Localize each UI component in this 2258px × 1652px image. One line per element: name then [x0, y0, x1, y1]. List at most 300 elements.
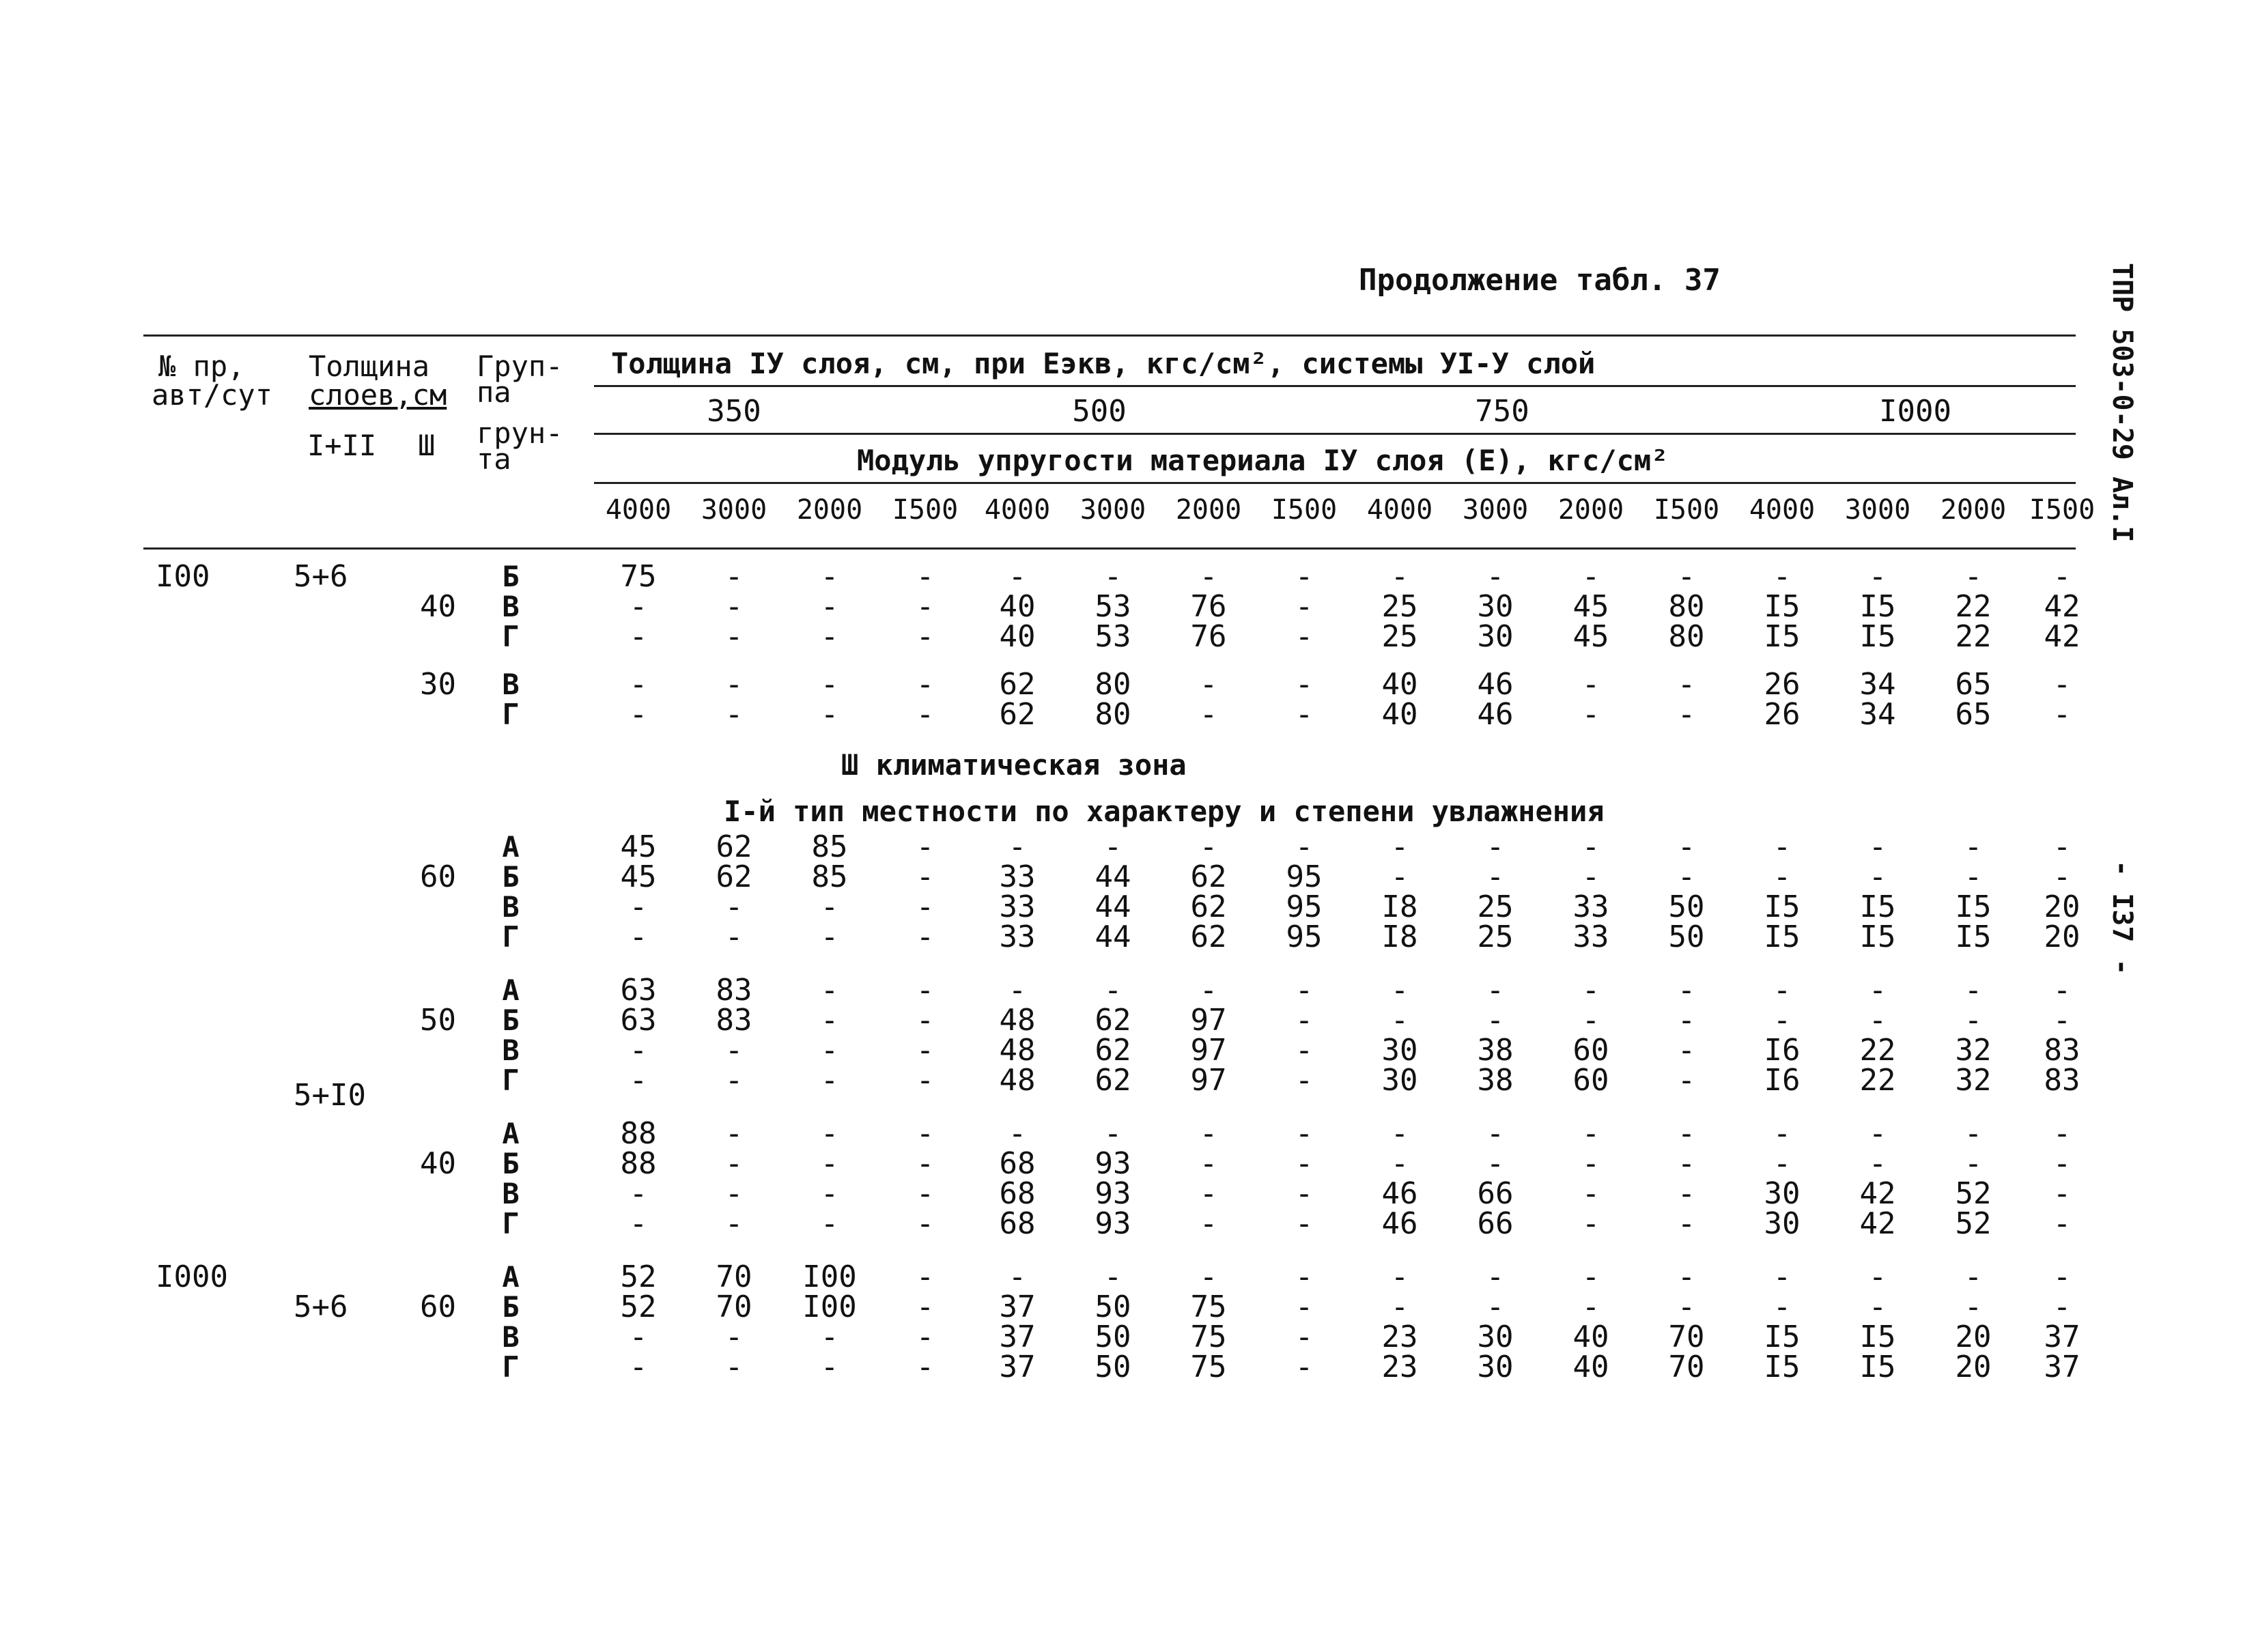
table-cell: 44	[1095, 889, 1131, 924]
header-traffic-line1: № пр,	[158, 350, 245, 383]
table-cell: -	[1199, 559, 1218, 594]
table-cell: -	[1677, 1003, 1696, 1038]
table-cell: -	[2052, 973, 2072, 1008]
table-cell: -	[1486, 1146, 1505, 1181]
table-cell: -	[916, 1320, 935, 1354]
table-cell: -	[1773, 1003, 1792, 1038]
table-cell: -	[1964, 829, 1983, 864]
table-cell: 33	[999, 920, 1036, 954]
table-cell: 30	[1381, 1063, 1418, 1098]
table-cell: I5	[1764, 619, 1801, 654]
soil-group: Б	[502, 1147, 520, 1180]
table-cell: 38	[1477, 1033, 1514, 1068]
table-cell: -	[820, 619, 839, 654]
table-cell: 34	[1859, 667, 1896, 702]
table-cell: I5	[1764, 1350, 1801, 1384]
table-cell: 50	[1668, 920, 1705, 954]
soil-group: Г	[502, 1064, 520, 1097]
soil-group: Г	[502, 698, 520, 731]
table-cell: -	[1295, 829, 1314, 864]
table-cell: 80	[1668, 589, 1705, 624]
table-cell: -	[724, 589, 744, 624]
table-cell: -	[2052, 1176, 2072, 1211]
table-cell: -	[1390, 859, 1409, 894]
header-modulus-value: 3000	[701, 494, 767, 526]
page-number: - I37 -	[2106, 860, 2138, 975]
table-cell: -	[2052, 697, 2072, 732]
table-cell: -	[1199, 1146, 1218, 1181]
table-cell: -	[1486, 1290, 1505, 1324]
table-cell: 53	[1095, 619, 1131, 654]
table-cell: 45	[1572, 589, 1609, 624]
table-cell: -	[724, 1063, 744, 1098]
table-cell: -	[724, 1146, 744, 1181]
table-cell: -	[629, 920, 648, 954]
table-cell: -	[1677, 859, 1696, 894]
table-cell: 75	[1190, 1320, 1227, 1354]
table-cell: I5	[1955, 920, 1992, 954]
header-rule-2	[594, 433, 2076, 435]
table-cell: -	[2052, 829, 2072, 864]
table-cell: 30	[1381, 1033, 1418, 1068]
table-cell: -	[1103, 1116, 1123, 1151]
table-cell: -	[916, 1259, 935, 1294]
soil-group: В	[502, 668, 520, 701]
table-cell: -	[1486, 859, 1505, 894]
header-group-value: 350	[707, 394, 761, 429]
table-cell: -	[1868, 1259, 1887, 1294]
table-cell: -	[629, 1206, 648, 1241]
table-cell: 23	[1381, 1350, 1418, 1384]
table-cell: -	[1581, 973, 1600, 1008]
table-cell: 42	[2044, 619, 2080, 654]
header-soil-line2: па	[477, 375, 511, 409]
soil-group: Б	[502, 860, 520, 894]
table-cell: -	[1008, 1116, 1027, 1151]
table-cell: -	[1199, 973, 1218, 1008]
table-cell: -	[1486, 1003, 1505, 1038]
header-modulus-value: 4000	[605, 494, 672, 526]
table-cell: 93	[1095, 1146, 1131, 1181]
table-cell: -	[820, 973, 839, 1008]
table-cell: -	[1868, 1290, 1887, 1324]
table-cell: 50	[1668, 889, 1705, 924]
soil-group: А	[502, 830, 520, 864]
table-cell: -	[1008, 973, 1027, 1008]
table-cell: -	[1295, 1290, 1314, 1324]
table-cell: -	[916, 829, 935, 864]
header-modulus-value: 2000	[1175, 494, 1242, 526]
table-cell: -	[1295, 1003, 1314, 1038]
header-group-value: I000	[1879, 394, 1951, 429]
table-cell: 22	[1859, 1063, 1896, 1098]
table-cell: -	[2052, 1259, 2072, 1294]
table-cell: 62	[999, 667, 1036, 702]
header-soil-line1: Груп-	[477, 350, 563, 383]
header-rule-3	[594, 482, 2076, 484]
table-cell: -	[1964, 559, 1983, 594]
table-cell: 53	[1095, 589, 1131, 624]
table-cell: -	[1008, 829, 1027, 864]
table-cell: 93	[1095, 1176, 1131, 1211]
layer3-value: 30	[420, 667, 456, 702]
table-cell: -	[1295, 1116, 1314, 1151]
table-cell: 62	[1095, 1003, 1131, 1038]
table-cell: I00	[802, 1259, 857, 1294]
table-cell: -	[1773, 1146, 1792, 1181]
table-cell: I5	[1955, 889, 1992, 924]
soil-group: В	[502, 1177, 520, 1210]
table-cell: -	[1103, 1259, 1123, 1294]
header-thickness-line2: слоев,см	[309, 378, 447, 412]
table-cell: -	[1103, 559, 1123, 594]
header-modulus-value: 2000	[796, 494, 863, 526]
table-cell: 42	[1859, 1176, 1896, 1211]
table-cell: -	[916, 667, 935, 702]
table-cell: 40	[1381, 667, 1418, 702]
table-cell: 48	[999, 1033, 1036, 1068]
table-cell: -	[1295, 619, 1314, 654]
table-cell: 62	[1095, 1063, 1131, 1098]
table-cell: 50	[1095, 1320, 1131, 1354]
table-cell: -	[820, 1176, 839, 1211]
table-cell: -	[916, 589, 935, 624]
table-cell: 62	[1095, 1033, 1131, 1068]
table-cell: 80	[1668, 619, 1705, 654]
table-cell: 38	[1477, 1063, 1514, 1098]
header-modulus-value: 2000	[1557, 494, 1624, 526]
table-cell: -	[2052, 1206, 2072, 1241]
table-cell: 40	[1381, 697, 1418, 732]
soil-group: Б	[502, 1003, 520, 1037]
table-cell: 63	[620, 973, 657, 1008]
table-cell: -	[1677, 559, 1696, 594]
table-cell: 44	[1095, 859, 1131, 894]
table-cell: I5	[1764, 1320, 1801, 1354]
table-cell: 95	[1286, 920, 1323, 954]
layers12-value: 5+I0	[294, 1078, 366, 1113]
table-cell: 65	[1955, 667, 1992, 702]
table-cell: -	[1295, 1033, 1314, 1068]
table-cell: -	[1677, 829, 1696, 864]
traffic-value: I00	[156, 559, 210, 594]
table-cell: 25	[1477, 889, 1514, 924]
table-cell: -	[1486, 973, 1505, 1008]
table-cell: 70	[1668, 1350, 1705, 1384]
table-cell: 75	[1190, 1350, 1227, 1384]
table-cell: 37	[999, 1290, 1036, 1324]
table-cell: -	[1868, 1116, 1887, 1151]
table-cell: 30	[1477, 619, 1514, 654]
table-cell: 80	[1095, 667, 1131, 702]
layer3-value: 60	[420, 859, 456, 894]
table-cell: -	[1581, 1206, 1600, 1241]
table-cell: 62	[999, 697, 1036, 732]
table-cell: -	[916, 1290, 935, 1324]
header-modulus-value: I500	[1271, 494, 1338, 526]
table-cell: -	[916, 697, 935, 732]
table-cell: -	[1964, 859, 1983, 894]
table-cell: -	[916, 1116, 935, 1151]
section-zone: Ш климатическая зона	[841, 748, 1187, 782]
table-cell: -	[1677, 667, 1696, 702]
table-cell: I8	[1381, 920, 1418, 954]
table-cell: -	[1486, 559, 1505, 594]
table-cell: 52	[1955, 1176, 1992, 1211]
table-cell: 42	[1859, 1206, 1896, 1241]
table-cell: 22	[1859, 1033, 1896, 1068]
table-cell: -	[724, 920, 744, 954]
table-cell: 83	[716, 973, 752, 1008]
table-cell: 40	[999, 619, 1036, 654]
table-cell: 70	[1668, 1320, 1705, 1354]
soil-group: Г	[502, 620, 520, 653]
table-cell: -	[1295, 589, 1314, 624]
table-cell: 46	[1381, 1176, 1418, 1211]
table-cell: -	[629, 889, 648, 924]
header-modulus-value: I500	[1653, 494, 1720, 526]
header-layer-3: Ш	[418, 429, 436, 462]
table-cell: I5	[1859, 920, 1896, 954]
table-cell: -	[1390, 1116, 1409, 1151]
table-cell: -	[1581, 1290, 1600, 1324]
soil-group: А	[502, 1260, 520, 1294]
layer3-value: 40	[420, 1146, 456, 1181]
table-cell: 68	[999, 1176, 1036, 1211]
table-cell: I6	[1764, 1033, 1801, 1068]
table-cell: -	[2052, 559, 2072, 594]
table-cell: 30	[1477, 1350, 1514, 1384]
table-cell: 20	[1955, 1350, 1992, 1384]
header-modulus-value: 4000	[984, 494, 1051, 526]
table-cell: -	[629, 1063, 648, 1098]
table-cell: -	[1677, 697, 1696, 732]
header-thickness-line1: Толщина	[309, 350, 430, 383]
table-cell: -	[916, 1033, 935, 1068]
table-cell: 75	[620, 559, 657, 594]
table-cell: -	[1103, 829, 1123, 864]
table-cell: -	[2052, 1116, 2072, 1151]
table-cell: 60	[1572, 1063, 1609, 1098]
table-cell: 48	[999, 1063, 1036, 1098]
table-cell: -	[1486, 1116, 1505, 1151]
table-cell: -	[1964, 1116, 1983, 1151]
table-cell: -	[1295, 667, 1314, 702]
table-cell: 30	[1764, 1176, 1801, 1211]
table-cell: -	[1773, 829, 1792, 864]
header-modulus-value: 4000	[1749, 494, 1816, 526]
table-cell: -	[1390, 1003, 1409, 1038]
table-cell: -	[724, 1350, 744, 1384]
table-cell: -	[1295, 1259, 1314, 1294]
table-cell: 63	[620, 1003, 657, 1038]
table-cell: 60	[1572, 1033, 1609, 1068]
table-cell: I5	[1859, 589, 1896, 624]
table-cell: -	[820, 1033, 839, 1068]
header-modulus-value: 3000	[1079, 494, 1146, 526]
table-cell: -	[1581, 829, 1600, 864]
table-cell: -	[1677, 1290, 1696, 1324]
table-cell: -	[820, 889, 839, 924]
table-cell: -	[1390, 1290, 1409, 1324]
table-cell: -	[1677, 1259, 1696, 1294]
table-cell: -	[1868, 859, 1887, 894]
table-cell: 85	[811, 829, 848, 864]
table-cell: -	[1581, 1003, 1600, 1038]
table-cell: 50	[1095, 1290, 1131, 1324]
soil-group: Г	[502, 920, 520, 954]
table-cell: -	[629, 619, 648, 654]
table-cell: 25	[1381, 619, 1418, 654]
table-cell: -	[1581, 1176, 1600, 1211]
table-cell: -	[1390, 973, 1409, 1008]
soil-group: В	[502, 1320, 520, 1354]
table-cell: -	[1964, 1003, 1983, 1038]
table-cell: -	[916, 1176, 935, 1211]
table-cell: -	[1390, 559, 1409, 594]
table-cell: 46	[1381, 1206, 1418, 1241]
table-cell: -	[1868, 829, 1887, 864]
table-cell: I5	[1859, 1350, 1896, 1384]
table-cell: 33	[1572, 889, 1609, 924]
table-cell: 34	[1859, 697, 1896, 732]
table-cell: 23	[1381, 1320, 1418, 1354]
table-cell: 76	[1190, 589, 1227, 624]
table-cell: -	[1486, 1259, 1505, 1294]
table-cell: -	[1199, 1116, 1218, 1151]
header-soil-line4: та	[477, 442, 511, 476]
header-modulus-value: I500	[2029, 494, 2095, 526]
table-cell: -	[724, 1116, 744, 1151]
soil-group: Б	[502, 560, 520, 593]
table-cell: -	[1581, 859, 1600, 894]
table-cell: -	[1773, 859, 1792, 894]
table-cell: -	[1295, 1063, 1314, 1098]
table-cell: 37	[2044, 1350, 2080, 1384]
table-cell: -	[916, 889, 935, 924]
table-cell: 30	[1477, 1320, 1514, 1354]
table-cell: -	[820, 667, 839, 702]
table-cell: 65	[1955, 697, 1992, 732]
header-modulus-value: 3000	[1844, 494, 1911, 526]
table-cell: -	[1677, 1116, 1696, 1151]
table-cell: -	[1773, 559, 1792, 594]
table-cell: 37	[2044, 1320, 2080, 1354]
table-cell: -	[820, 559, 839, 594]
soil-group: А	[502, 973, 520, 1007]
table-cell: 97	[1190, 1003, 1227, 1038]
soil-group: А	[502, 1117, 520, 1150]
table-cell: 33	[999, 889, 1036, 924]
table-cell: -	[629, 589, 648, 624]
table-cell: 68	[999, 1146, 1036, 1181]
table-cell: -	[1103, 973, 1123, 1008]
table-cell: -	[1199, 667, 1218, 702]
soil-group: В	[502, 890, 520, 924]
table-cell: 76	[1190, 619, 1227, 654]
table-cell: 48	[999, 1003, 1036, 1038]
table-cell: -	[820, 1003, 839, 1038]
table-cell: -	[916, 920, 935, 954]
table-cell: 46	[1477, 667, 1514, 702]
layer3-value: 40	[420, 589, 456, 624]
table-cell: -	[724, 1176, 744, 1211]
table-cell: 32	[1955, 1033, 1992, 1068]
table-cell: -	[916, 859, 935, 894]
table-cell: 85	[811, 859, 848, 894]
table-cell: -	[1199, 1206, 1218, 1241]
table-cell: -	[724, 1320, 744, 1354]
table-cell: -	[2052, 667, 2072, 702]
table-cell: -	[724, 1206, 744, 1241]
table-cell: 62	[1190, 920, 1227, 954]
table-cell: -	[1486, 829, 1505, 864]
table-cell: -	[629, 1176, 648, 1211]
table-cell: -	[1677, 1063, 1696, 1098]
table-cell: 44	[1095, 920, 1131, 954]
header-modulus-value: 2000	[1940, 494, 2007, 526]
table-cell: 25	[1477, 920, 1514, 954]
table-cell: -	[1677, 1146, 1696, 1181]
table-cell: -	[820, 589, 839, 624]
table-cell: 45	[620, 859, 657, 894]
header-rule-1	[594, 385, 2076, 387]
table-cell: -	[1390, 829, 1409, 864]
table-cell: 97	[1190, 1063, 1227, 1098]
page-title: Продолжение табл. 37	[1359, 263, 1721, 298]
table-cell: -	[1868, 973, 1887, 1008]
table-cell: I5	[1764, 589, 1801, 624]
table-cell: -	[2052, 859, 2072, 894]
table-cell: 66	[1477, 1176, 1514, 1211]
table-cell: -	[1008, 1259, 1027, 1294]
table-cell: -	[1199, 1176, 1218, 1211]
table-cell: -	[1199, 697, 1218, 732]
table-cell: 42	[2044, 589, 2080, 624]
table-cell: -	[724, 667, 744, 702]
table-cell: 33	[999, 859, 1036, 894]
header-modulus-value: 3000	[1462, 494, 1529, 526]
table-cell: I00	[802, 1290, 857, 1324]
table-cell: -	[1295, 1146, 1314, 1181]
table-cell: -	[820, 1146, 839, 1181]
table-cell: -	[1677, 1176, 1696, 1211]
table-cell: -	[1773, 1259, 1792, 1294]
table-cell: I6	[1764, 1063, 1801, 1098]
table-cell: -	[1964, 1290, 1983, 1324]
table-cell: -	[724, 1033, 744, 1068]
table-cell: 66	[1477, 1206, 1514, 1241]
table-cell: 46	[1477, 697, 1514, 732]
table-cell: -	[1295, 1350, 1314, 1384]
table-cell: 52	[620, 1290, 657, 1324]
table-cell: 30	[1764, 1206, 1801, 1241]
table-cell: 22	[1955, 619, 1992, 654]
table-cell: -	[1581, 1116, 1600, 1151]
table-cell: -	[820, 1206, 839, 1241]
table-cell: 45	[1572, 619, 1609, 654]
table-cell: 88	[620, 1146, 657, 1181]
table-cell: -	[1677, 1206, 1696, 1241]
table-cell: 37	[999, 1350, 1036, 1384]
table-cell: 26	[1764, 697, 1801, 732]
table-cell: -	[1295, 1206, 1314, 1241]
table-cell: 75	[1190, 1290, 1227, 1324]
table-cell: 52	[1955, 1206, 1992, 1241]
table-cell: 40	[1572, 1350, 1609, 1384]
table-cell: I8	[1381, 889, 1418, 924]
table-cell: -	[724, 559, 744, 594]
